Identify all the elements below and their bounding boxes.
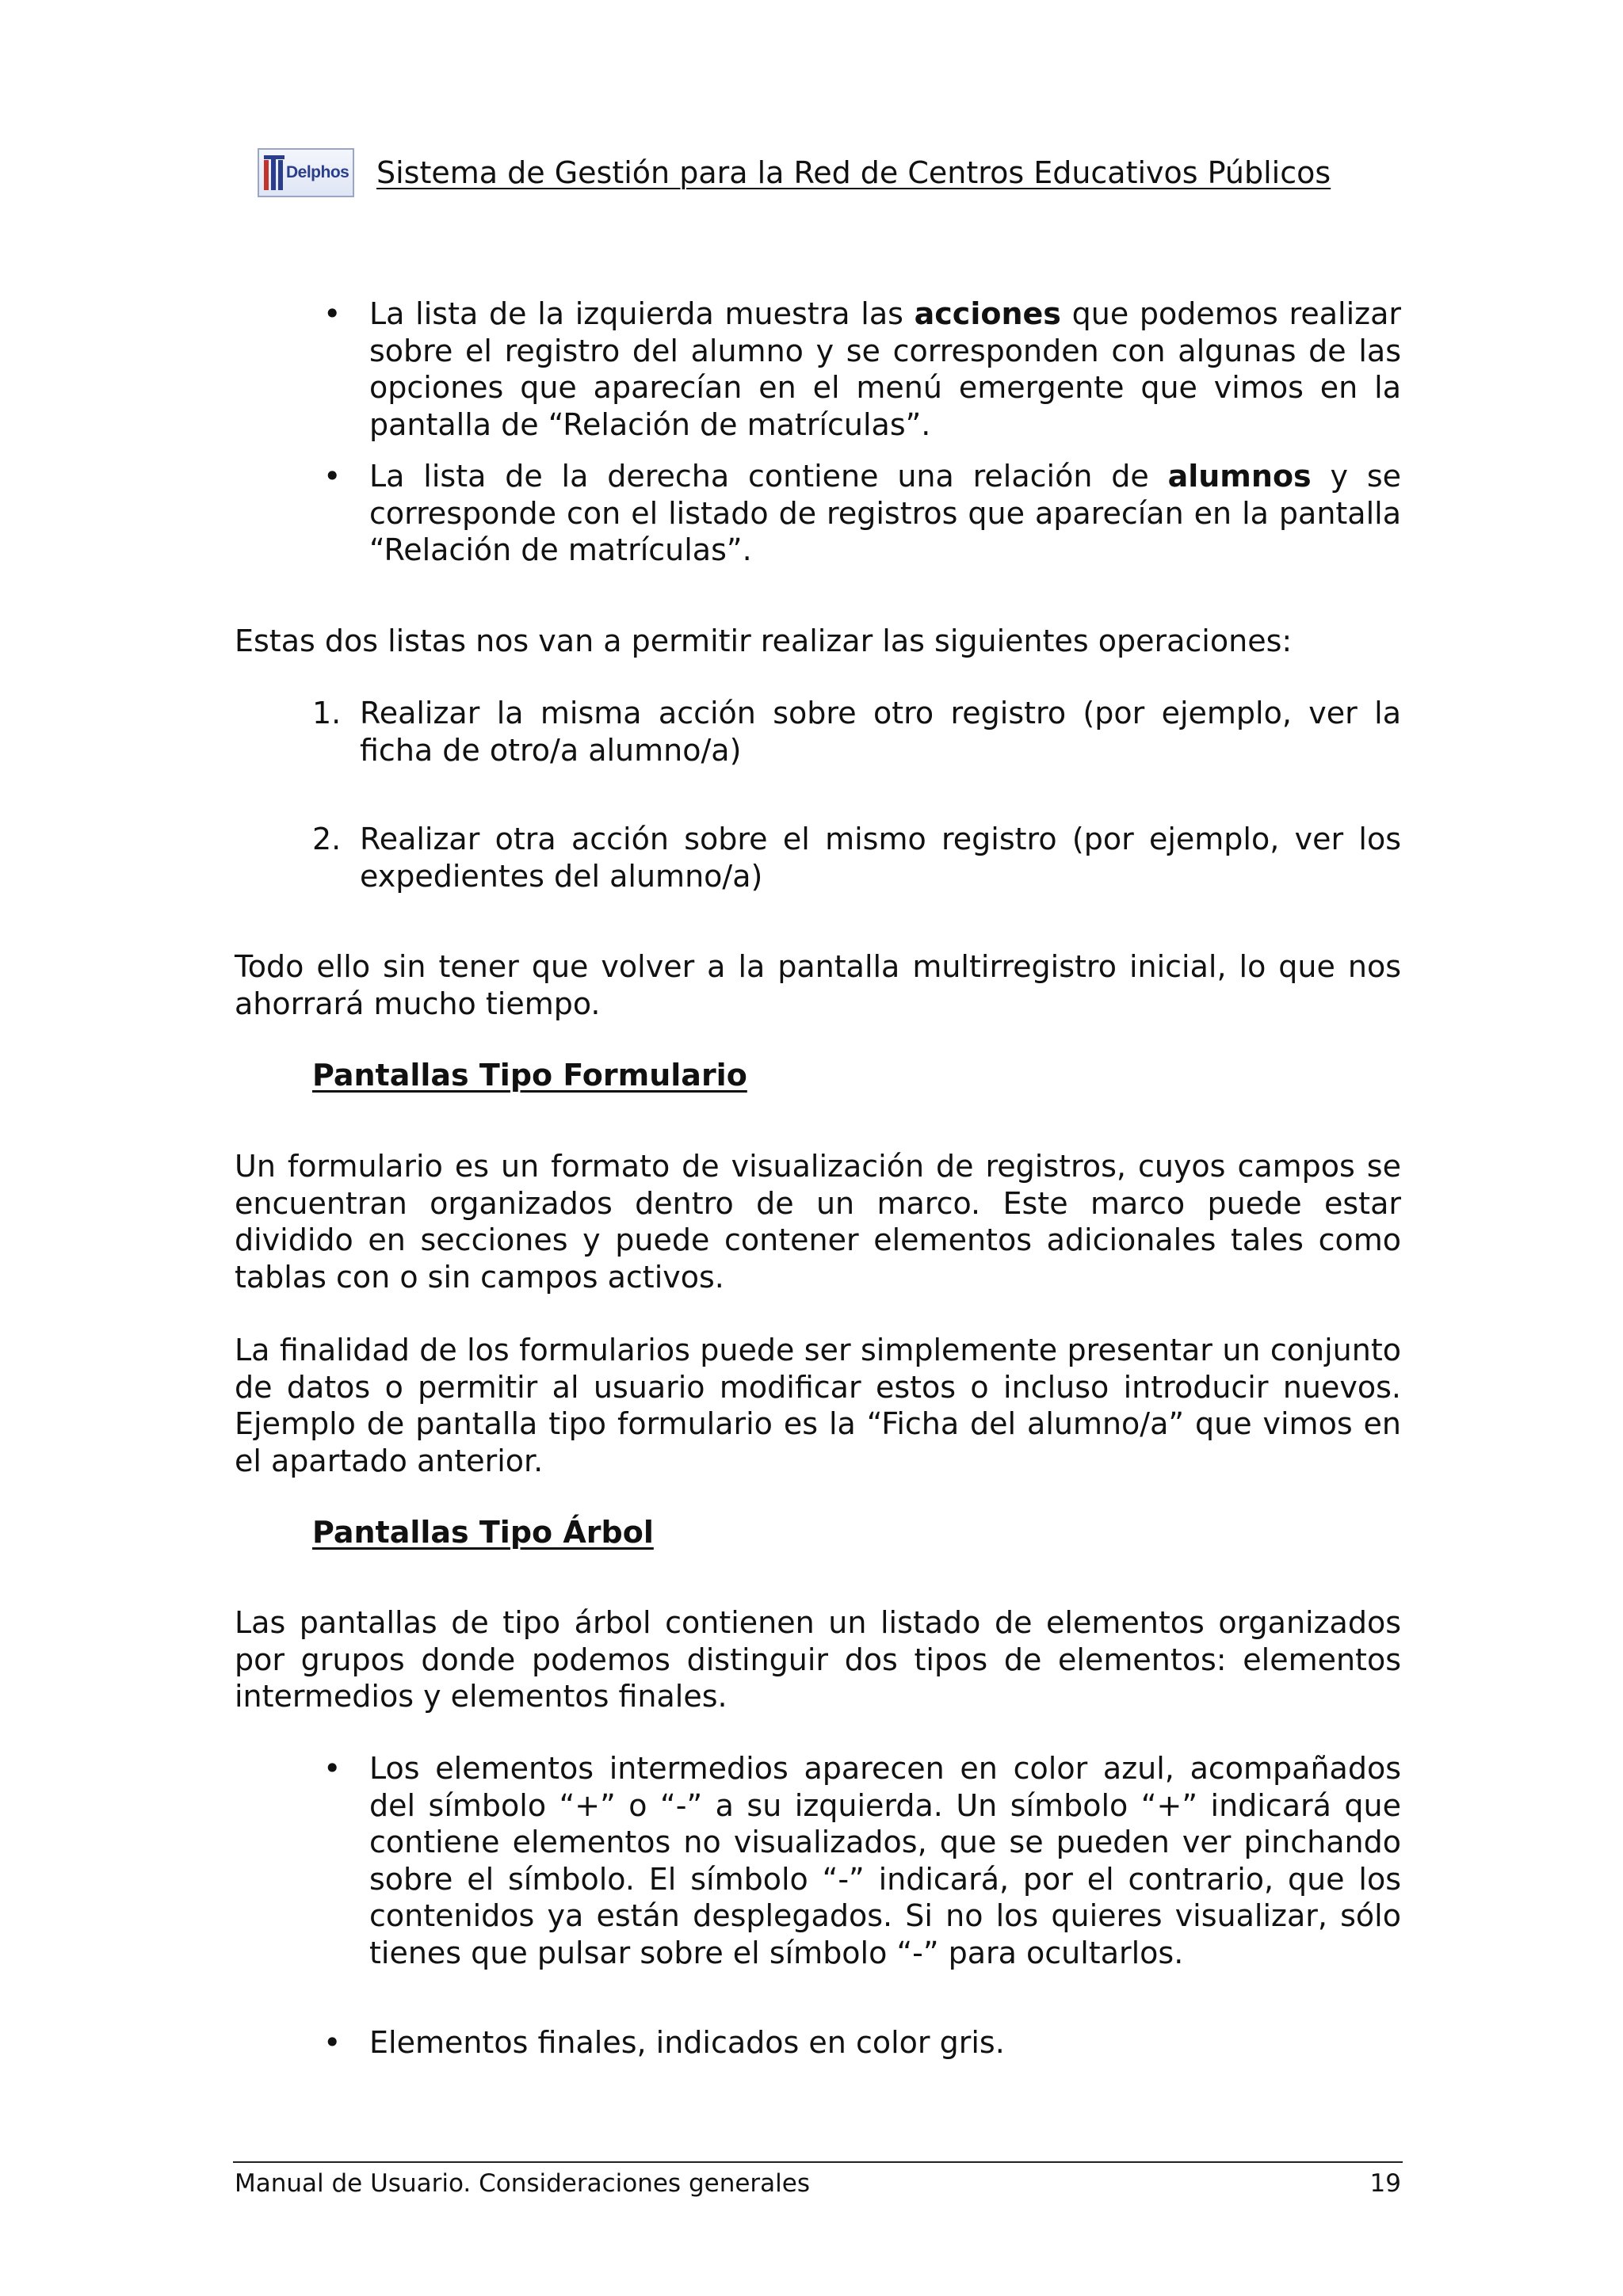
bold-term: alumnos <box>1167 459 1312 494</box>
page-footer <box>235 2168 1401 2199</box>
summary-paragraph: Todo ello sin tener que volver a la pantalla multirregistro inicial, lo que nos ahorrará mucho tiempo. <box>235 949 1401 1021</box>
logo-text: Delphos <box>286 163 349 181</box>
bullet-text: Elementos finales, indicados en color gris. <box>369 2025 1005 2060</box>
section-heading-formulario: Pantallas Tipo Formulario <box>312 1058 747 1093</box>
numbered-text: Realizar otra acción sobre el mismo registro (por ejemplo, ver los expedientes del alumno/a) <box>360 822 1401 894</box>
item-number: 1. <box>312 696 342 730</box>
list-item <box>235 296 1401 443</box>
bullet-text: La lista de la derecha contiene una relación de alumnos y se corresponde con el listado de registros que aparecían en la pantalla “Relación de matrículas”. <box>369 459 1401 567</box>
numbered-item <box>235 695 1401 769</box>
numbered-text: Realizar la misma acción sobre otro registro (por ejemplo, ver la ficha de otro/a alumno/a) <box>360 696 1401 768</box>
footer-title: Manual de Usuario. Consideraciones generales <box>235 2169 810 2198</box>
page-header <box>258 147 1331 199</box>
bullet-glyph: • <box>323 459 342 494</box>
formulario-paragraph-2: La finalidad de los formularios puede ser simplemente presentar un conjunto de datos o permitir al usuario modificar estos o incluso introducir nuevos. Ejemplo de pantalla tipo formulario es la “Ficha del alumno/a” que vimos en el apartado anterior. <box>235 1333 1401 1478</box>
formulario-paragraph-1: Un formulario es un formato de visualización de registros, cuyos campos se encuentran organizados dentro de un marco. Este marco puede estar dividido en secciones y puede contener elementos adicionales tales como tablas con o sin campos activos. <box>235 1149 1401 1295</box>
header-title: Sistema de Gestión para la Red de Centros Educativos Públicos <box>376 155 1331 190</box>
list-item <box>235 2024 1401 2061</box>
intro-paragraph: Estas dos listas nos van a permitir realizar las siguientes operaciones: <box>235 624 1293 658</box>
arbol-paragraph: Las pantallas de tipo árbol contienen un listado de elementos organizados por grupos donde podemos distinguir dos tipos de elementos: elementos intermedios y elementos finales. <box>235 1605 1401 1714</box>
numbered-item <box>235 821 1401 894</box>
list-item <box>235 458 1401 569</box>
item-number: 2. <box>312 822 342 856</box>
list-item <box>235 1750 1401 1971</box>
footer-divider <box>233 2161 1403 2163</box>
page-number: 19 <box>1369 2169 1401 2198</box>
bullet-glyph: • <box>323 1751 342 1786</box>
delphos-logo <box>258 148 354 197</box>
bold-term: acciones <box>914 296 1061 331</box>
bullet-glyph: • <box>323 2025 342 2060</box>
section-heading-arbol: Pantallas Tipo Árbol <box>312 1515 654 1550</box>
delphos-logo-icon <box>264 155 285 190</box>
bullet-text: Los elementos intermedios aparecen en color azul, acompañados del símbolo “+” o “-” a su izquierda. Un símbolo “+” indicará que contiene elementos no visualizados, que se pueden ver pinchando sobre el símbolo. El símbolo “-” indicará, por el contrario, que los contenidos ya están desplegados. Si no los quieres visualizar, sólo tienes que pulsar sobre el símbolo “-” para ocultarlos. <box>369 1751 1401 1970</box>
bullet-glyph: • <box>323 296 342 331</box>
bullet-text: La lista de la izquierda muestra las acciones que podemos realizar sobre el registro del alumno y se corresponden con algunas de las opciones que aparecían en el menú emergente que vimos en la pantalla de “Relación de matrículas”. <box>369 296 1401 442</box>
